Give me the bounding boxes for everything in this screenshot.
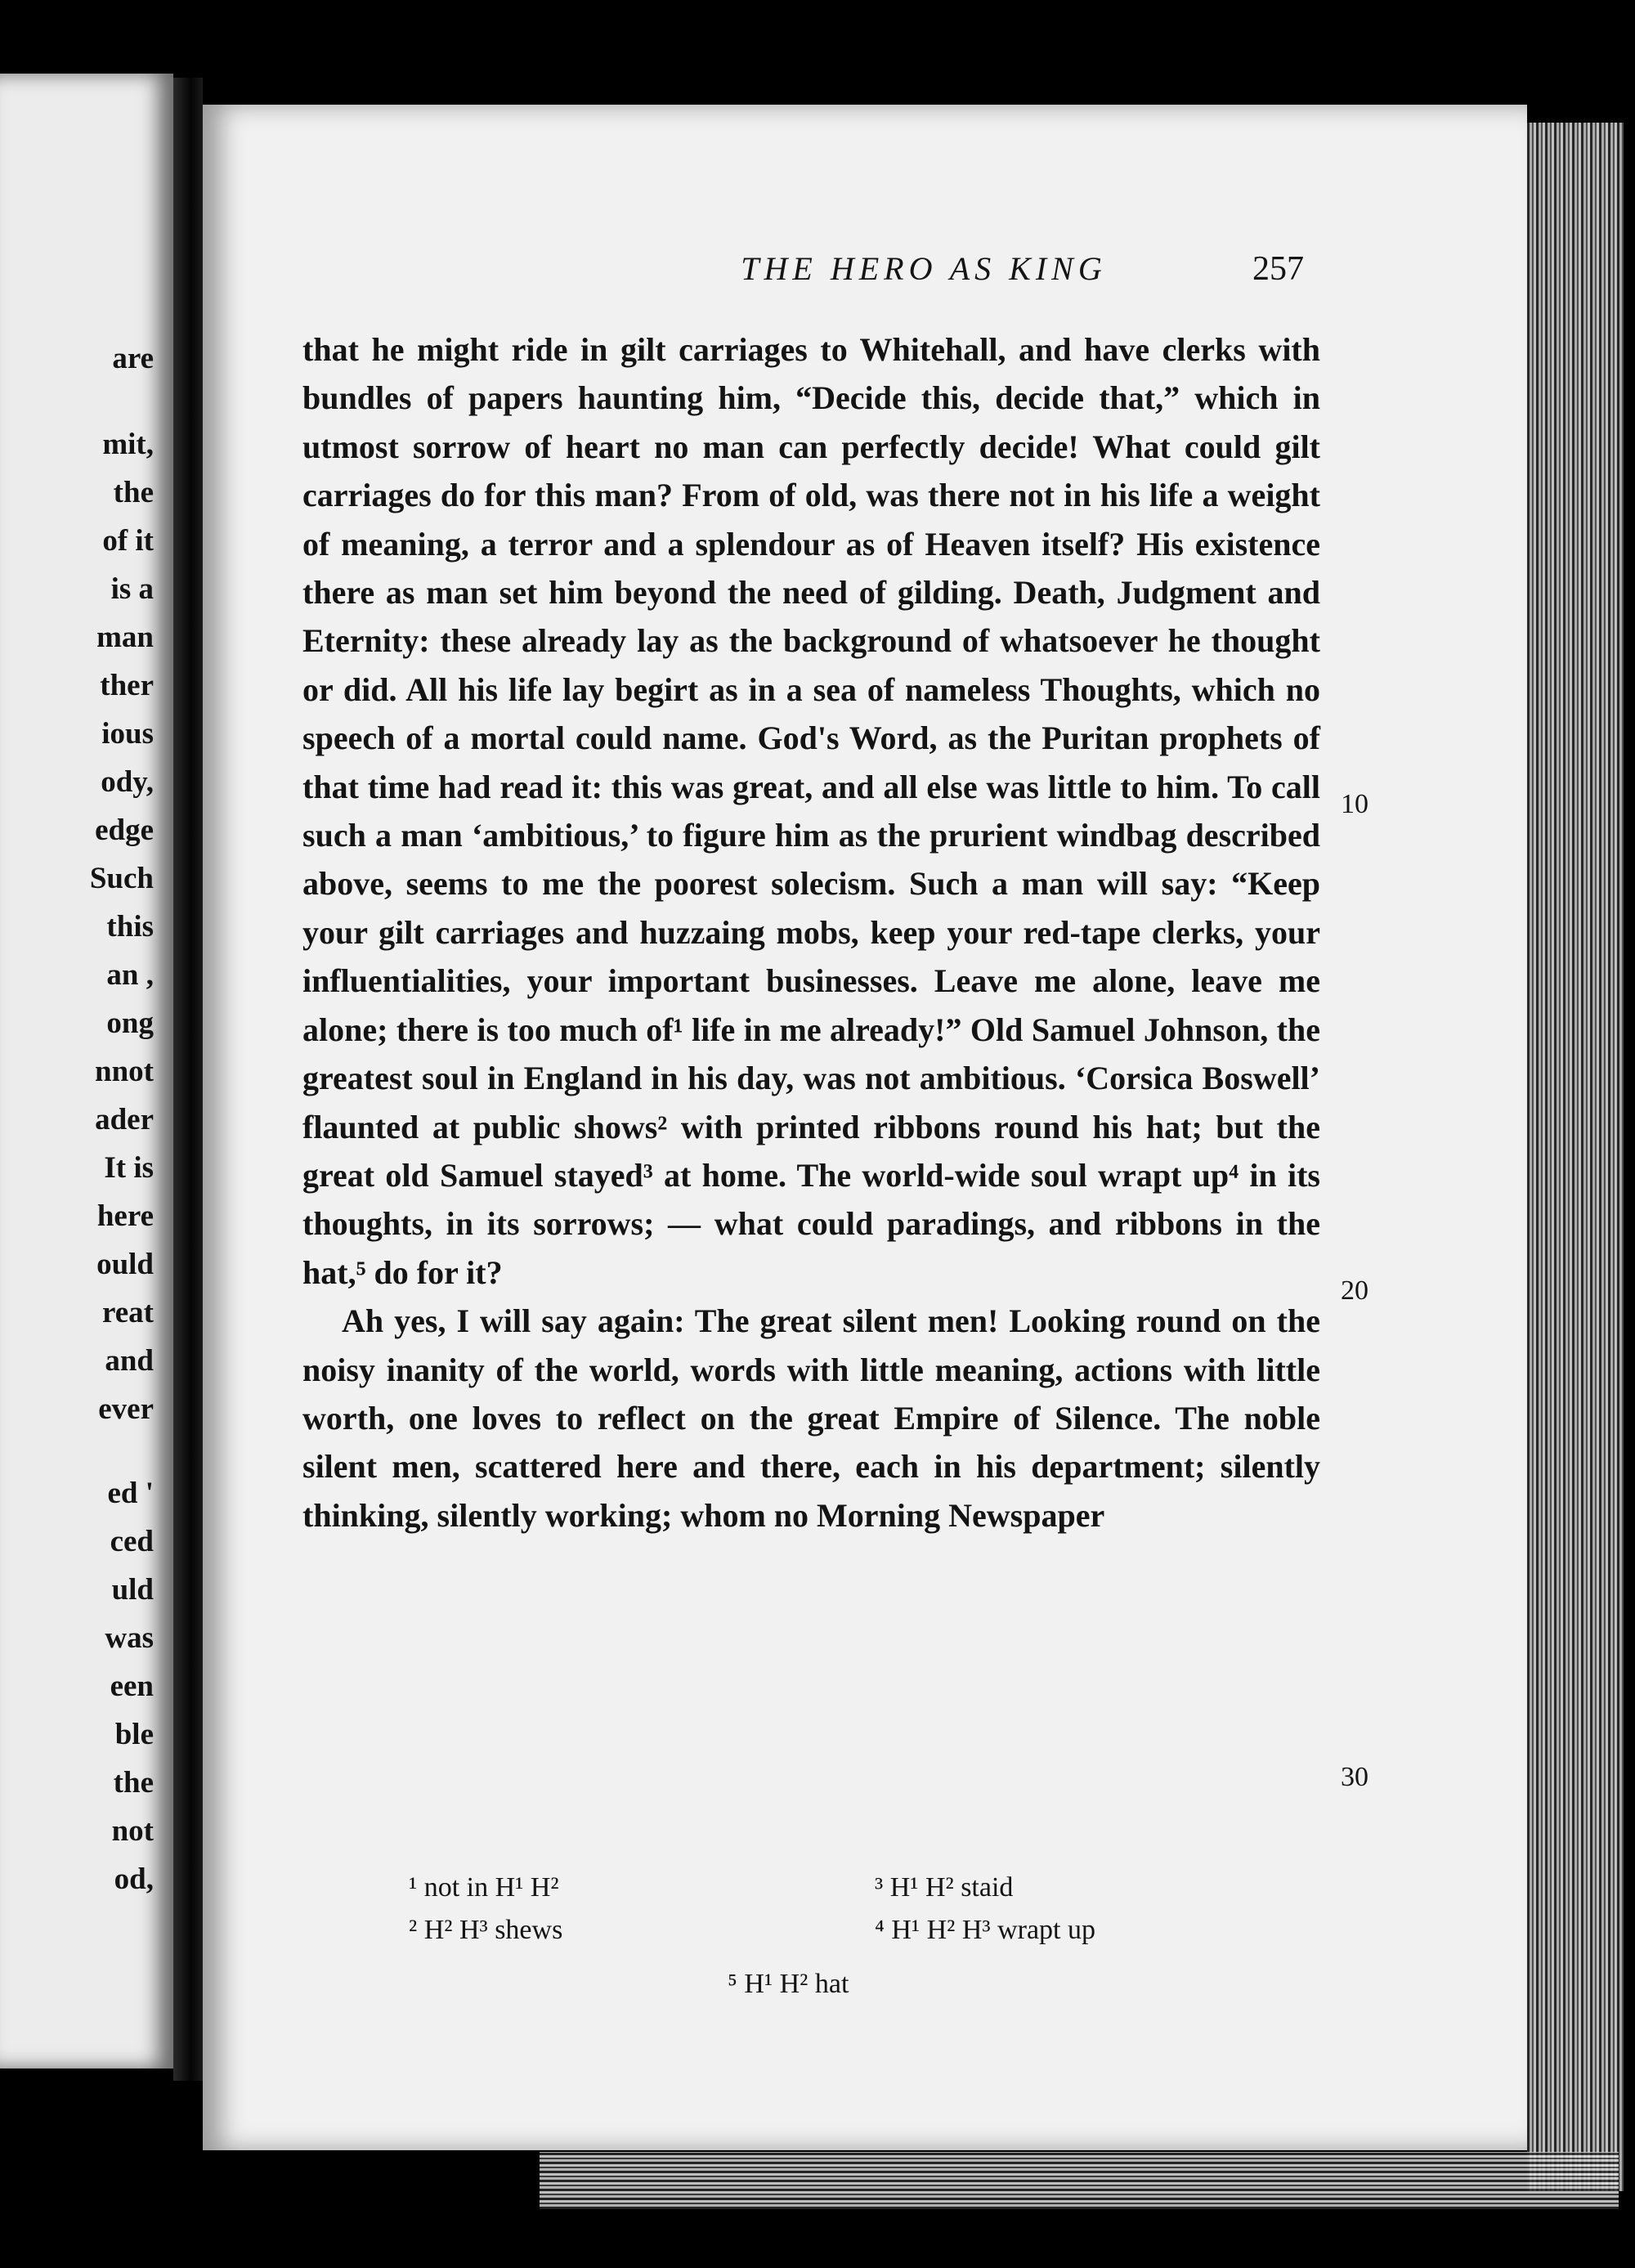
running-head: THE HERO AS KING (741, 250, 1107, 287)
left-fragment: was (105, 1621, 154, 1655)
left-fragment: ader (95, 1103, 154, 1136)
body-text (302, 325, 1320, 1540)
left-fragment: ould (96, 1248, 154, 1281)
left-fragment: ody, (101, 765, 154, 799)
left-fragment: the (113, 1766, 154, 1800)
footnote: ² H² H³ shews (409, 1915, 563, 1945)
left-page-text-fragments (0, 74, 164, 2069)
left-fragment: is a (110, 572, 154, 606)
left-fragment: here (96, 1199, 154, 1233)
left-fragment: It is (104, 1151, 154, 1185)
left-fragment: ced (110, 1525, 154, 1558)
left-fragment: an , (106, 958, 154, 992)
line-number: 30 (1341, 1762, 1368, 1792)
left-fragment: ever (98, 1392, 154, 1426)
footnote: ⁵ H¹ H² hat (728, 1969, 849, 1999)
left-fragment: ed ' (107, 1477, 154, 1510)
left-fragment: uld (111, 1573, 154, 1607)
page-number: 257 (1252, 250, 1304, 288)
left-fragment: mit, (102, 428, 154, 461)
book-gutter (173, 78, 203, 2081)
left-facing-page (0, 74, 173, 2069)
left-fragment: ble (114, 1718, 154, 1751)
footnote: ⁴ H¹ H² H³ wrapt up (875, 1915, 1096, 1945)
page-edges-right (1527, 123, 1624, 2191)
left-fragment: edge (95, 814, 154, 847)
left-fragment: and (105, 1344, 154, 1378)
left-fragment: of it (102, 524, 154, 558)
left-fragment: nnot (95, 1055, 154, 1088)
footnote: ³ H¹ H² staid (875, 1872, 1014, 1903)
left-fragment: not (111, 1814, 154, 1848)
left-fragment: this (106, 910, 154, 944)
left-fragment: man (96, 621, 154, 654)
left-fragment: are (112, 342, 154, 375)
page-edges-bottom (540, 2152, 1619, 2209)
footnote: ¹ not in H¹ H² (409, 1872, 559, 1903)
left-fragment: ious (101, 717, 154, 751)
left-fragment: ong (106, 1006, 154, 1040)
left-fragment: od, (114, 1862, 154, 1896)
paragraph: that he might ride in gilt carriages to Whitehall, and have clerks with bundles of papers haunting him, “Decide this, decide that,” which in utmost sorrow of heart no man can perfectly decide! What could gilt carriages do for this man? From of old, was there not in his life a weight of meaning, a terror and a splendour as of Heaven itself? His existence there as man set him beyond the need of gilding. Death, Judgment and Eternity: these already lay as the background of whatsoever he thought or did. All his life lay begirt as in a sea of nameless Thoughts, which no speech of a mortal could name. God's Word, as the Puritan prophets of that time had read it: this was great, and all else was little to him. To call such a man ‘ambitious,’ to figure him as the prurient windbag described above, seems to me the poorest solecism. Such a man will say: “Keep your gilt carriages and huzzaing mobs, keep your red-tape clerks, your influentialities, your important businesses. Leave me alone, leave me alone; there is too much of¹ life in me already!” Old Samuel Johnson, the greatest soul in England in his day, was not ambitious. ‘Corsica Boswell’ flaunted at public shows² with printed ribbons round his hat; but the great old Samuel stayed³ at home. The world-wide soul wrapt up⁴ in its thoughts, in its sorrows; — what could paradings, and ribbons in the hat,⁵ do for it? (302, 331, 1320, 1291)
line-number: 20 (1341, 1275, 1368, 1306)
left-fragment: een (110, 1670, 154, 1703)
line-number: 10 (1341, 789, 1368, 819)
left-fragment: reat (102, 1296, 154, 1329)
paragraph: Ah yes, I will say again: The great silent men! Looking round on the noisy inanity of the world, words with little meaning, actions with little worth, one loves to reflect on the great Empire of Silence. The noble silent men, scattered here and there, each in his department; silently thinking, silently working; whom no Morning Newspaper (302, 1302, 1320, 1534)
left-fragment: Such (89, 862, 154, 895)
left-fragment: the (113, 476, 154, 509)
left-fragment: ther (100, 669, 154, 702)
